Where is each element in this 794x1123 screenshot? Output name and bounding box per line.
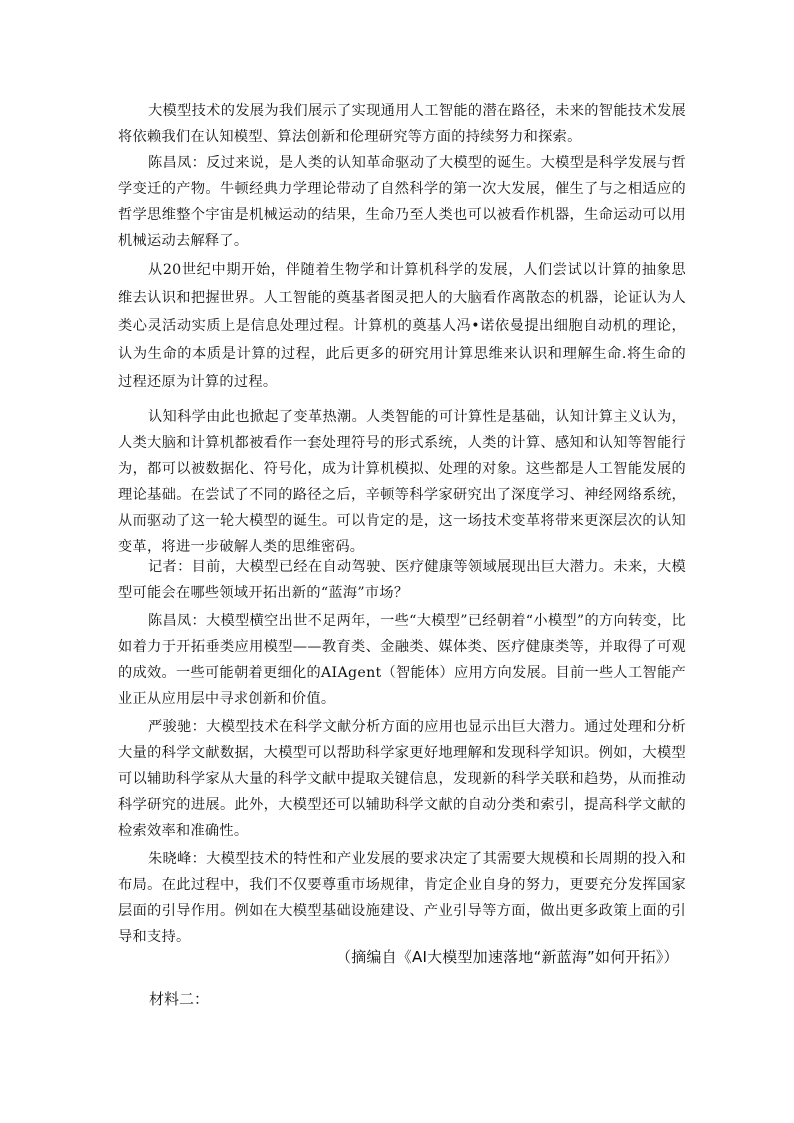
paragraph-intro-conclusion: 大模型技术的发展为我们展示了实现通用人工智能的潜在路径，未来的智能技术发展将依赖我们在认知模型、算法创新和伦理研究等方面的持续努力和探索。 — [118, 103, 686, 145]
paragraph-zhu-xiaofeng-industry: 朱晓峰：大模型技术的特性和产业发展的要求决定了其需要大规模和长周期的投入和布局。在此过程中，我们不仅要尊重市场规律，肯定企业自身的努力，更要充分发挥国家层面的引导作用。例如在大模型基础设施建设、产业引导等方面，做出更多政策上面的引导和支持。 — [118, 851, 686, 945]
source-citation: （摘编自《AI大模型加速落地“新蓝海”如何开拓》） — [336, 948, 679, 966]
paragraph-reporter-question: 记者：目前，大模型已经在自动驾驶、医疗健康等领域展现出巨大潜力。未来，大模型可能会在哪些领域开拓出新的“蓝海”市场？ — [118, 559, 686, 601]
paragraph-cognitive-science: 认知科学由此也掀起了变革热潮。人类智能的可计算性是基础，认知计算主义认为，人类大脑和计算机都被看作一套处理符号的形式系统，人类的计算、感知和认知等智能行为，都可以被数据化、符号化，成为计算机模拟、处理的对象。这些都是人工智能发展的理论基础。在尝试了不同的路径之后，辛顿等科学家研究出了深度学习、神经网络系统，从而驱动了这一轮大模型的诞生。可以肯定的是，这一场技术变革将带来更深层次的认知变革，将进一步破解人类的思维密码。 — [118, 409, 686, 555]
paragraph-yan-junchi-literature-analysis: 严骏驰：大模型技术在科学文献分析方面的应用也显示出巨大潜力。通过处理和分析大量的科学文献数据，大模型可以帮助科学家更好地理解和发现科学知识。例如，大模型可以辅助科学家从大量的科学文献中提取关键信息，发现新的科学关联和趋势，从而推动科学研究的进展。此外，大模型还可以辅助科学文献的自动分类和索引，提高科学文献的检索效率和准确性。 — [118, 719, 686, 839]
material-two-heading: 材料二： — [149, 990, 210, 1008]
paragraph-chen-changfeng-small-models: 陈昌凤：大模型横空出世不足两年，一些“大模型”已经朝着“小模型”的方向转变，比如着力于开拓垂类应用模型——教育类、金融类、媒体类、医疗健康类等，并取得了可观的成效。一些可能朝着更细化的AIAgent（智能体）应用方向发展。目前一些人工智能产业正从应用层中寻求创新和价值。 — [118, 613, 686, 707]
paragraph-computational-thinking: 从20世纪中期开始，伴随着生物学和计算机科学的发展，人们尝试以计算的抽象思维去认识和把握世界。人工智能的奠基者图灵把人的大脑看作离散态的机器，论证认为人类心灵活动实质上是信息处理过程。计算机的奠基人冯•诺依曼提出细胞自动机的理论，认为生命的本质是计算的过程，此后更多的研究用计算思维来认识和理解生命.将生命的过程还原为计算的过程。 — [118, 262, 686, 390]
paragraph-chen-changfeng-cognitive-revolution: 陈昌凤：反过来说，是人类的认知革命驱动了大模型的诞生。大模型是科学发展与哲学变迁的产物。牛顿经典力学理论带动了自然科学的第一次大发展，催生了与之相适应的哲学思维整个宇宙是机械运动的结果，生命乃至人类也可以被看作机器，生命运动可以用机械运动去解释了。 — [118, 155, 686, 249]
